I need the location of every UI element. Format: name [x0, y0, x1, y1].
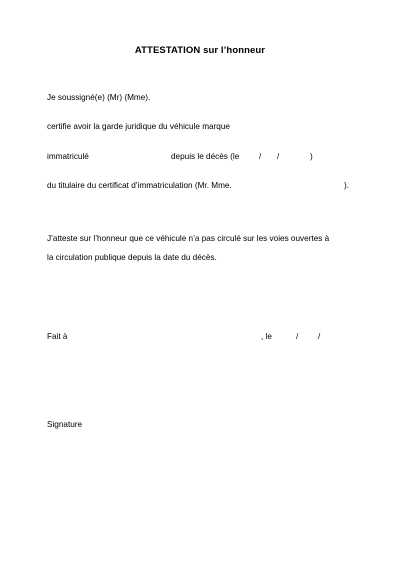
titulaire-close: ).: [344, 181, 350, 190]
immatricule-label: immatriculé: [47, 152, 89, 161]
circulation-line: la circulation publique depuis la date du décès.: [47, 253, 217, 262]
document-title: ATTESTATION sur l’honneur: [134, 45, 266, 56]
deces-date-close: ): [310, 152, 313, 161]
soussigne-line: Je soussigné(e) (Mr) (Mme).: [47, 93, 151, 102]
atteste-line: J’atteste sur l’honneur que ce véhicule n’a pas circulé sur les voies ouvertes à: [47, 234, 330, 243]
garde-juridique-line: certifie avoir la garde juridique du véhicule marque: [47, 122, 230, 131]
depuis-deces-label: depuis le décès (le: [171, 152, 240, 161]
fait-a-label: Fait à: [47, 332, 68, 341]
le-label: , le: [261, 332, 272, 341]
signature-label: Signature: [47, 420, 83, 429]
deces-date-slash-2: /: [277, 152, 280, 161]
fait-date-slash-2: /: [318, 332, 321, 341]
deces-date-slash-1: /: [259, 152, 262, 161]
fait-date-slash-1: /: [296, 332, 299, 341]
titulaire-line: du titulaire du certificat d’immatriculation (Mr. Mme.: [47, 181, 232, 190]
